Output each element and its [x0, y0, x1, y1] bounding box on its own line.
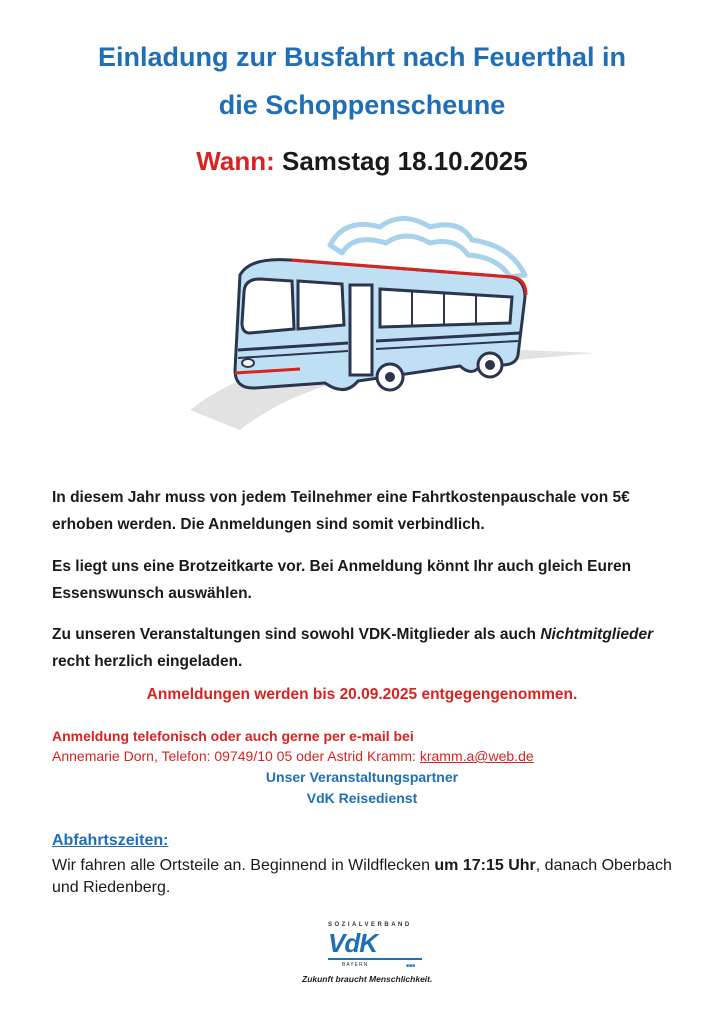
departure-text-1: Wir fahren alle Ortsteile an. Beginnend in Wildflecken [52, 857, 435, 874]
when-label: Wann: [196, 146, 275, 176]
logo-slogan: Zukunft braucht Menschlichkeit. [302, 974, 433, 984]
bus-front-window-right [298, 281, 344, 329]
bus-side-windows [380, 289, 512, 327]
partner-name: VdK Reisedienst [306, 790, 418, 806]
bus-headlight [242, 359, 254, 367]
logo-name: VdK [328, 928, 377, 958]
event-date [0, 146, 724, 177]
bus-door [350, 285, 372, 375]
registration-deadline: Anmeldungen werden bis 20.09.2025 entgegengenommen. [146, 686, 578, 703]
departure-text [52, 855, 692, 899]
paragraph-members-text-2: recht herzlich eingeladen. [52, 653, 243, 670]
bus-front-window-left [242, 279, 294, 333]
contact-details-text: Annemarie Dorn, Telefon: 09749/10 05 oder Astrid Kramm: [52, 748, 420, 764]
title-line-1: Einladung zur Busfahrt nach Feuerthal in [97, 42, 627, 72]
vdk-logo [302, 922, 433, 988]
partner-heading: Unser Veranstaltungspartner [265, 769, 459, 785]
departure-heading: Abfahrtszeiten: [52, 832, 169, 849]
logo-region: BAYERN [342, 962, 369, 968]
logo-top-text: SOZIALVERBAND [328, 922, 412, 928]
departure-time: um 17:15 Uhr [434, 857, 536, 874]
paragraph-members [52, 621, 682, 675]
departure-text-2: , danach Oberbach und Riedenberg. [52, 857, 672, 896]
paragraph-members-text-1: Zu unseren Veranstaltungen sind sowohl VDK-Mitglieder als auch [52, 626, 541, 643]
contact-details [52, 748, 692, 764]
logo-underline [328, 958, 422, 960]
bus-illustration-icon [180, 205, 600, 435]
logo-blocks-icon: ■■■ [406, 963, 416, 969]
email-link[interactable]: kramm.a@web.de [419, 748, 534, 764]
paragraph-members-italic: Nichtmitglieder [540, 626, 654, 643]
paragraph-menu: Es liegt uns eine Brotzeitkarte vor. Bei Anmeldung könnt Ihr auch gleich Euren Essenswunsch auswählen. [52, 558, 632, 602]
paragraph-fee: In diesem Jahr muss von jedem Teilnehmer eine Fahrtkostenpauschale von 5€ erhoben werden. Die Anmeldungen sind somit verbindlich. [52, 489, 630, 533]
when-value: Samstag 18.10.2025 [274, 146, 528, 176]
title-line-2: die Schoppenscheune [218, 90, 506, 120]
contact-heading: Anmeldung telefonisch oder auch gerne per e-mail bei [52, 728, 414, 744]
